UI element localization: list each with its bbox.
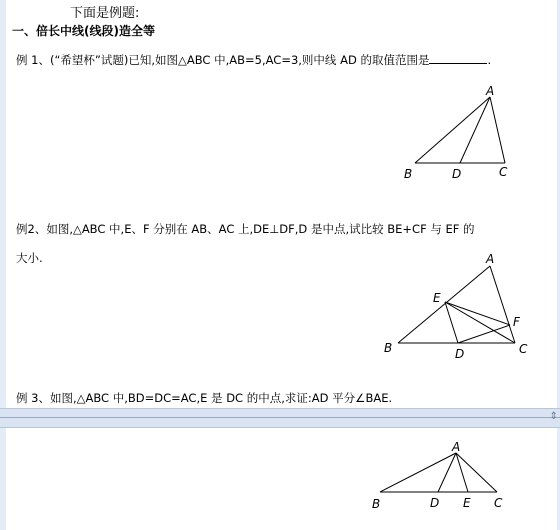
label-f: F <box>513 315 520 329</box>
example-2-line-1: 例2、如图,△ABC 中,E、F 分别在 AB、AC 上,DE⊥DF,D 是中点,试比较 BE+CF 与 EF 的 <box>16 222 475 236</box>
example-1-period: . <box>487 53 492 67</box>
page-break-icon[interactable]: ⇕ <box>549 411 558 422</box>
label-d: D <box>452 167 462 181</box>
label-c: C <box>499 165 508 179</box>
label-d: D <box>455 347 465 361</box>
label-e: E <box>433 291 441 305</box>
label-c: C <box>519 342 528 356</box>
example-2-line-2: 大小. <box>16 251 43 265</box>
segment-ad <box>438 453 456 492</box>
intro-text: 下面是例题: <box>70 6 140 21</box>
segment-ab <box>380 453 456 492</box>
label-b: B <box>404 167 413 181</box>
label-d: D <box>430 496 440 510</box>
label-a: A <box>486 84 495 98</box>
label-b: B <box>384 341 393 355</box>
label-a: A <box>486 252 495 266</box>
label-c: C <box>494 496 503 510</box>
example-1-question: 例 1、(“希望杯”试题)已知,如图△ABC 中,AB=5,AC=3,则中线 AD 的取值范围是 <box>16 53 430 67</box>
section-title: 一、倍长中线(线段)造全等 <box>12 24 155 38</box>
label-e: E <box>463 496 471 510</box>
label-a: A <box>452 440 461 454</box>
example-3-text: 例 3、如图,△ABC 中,BD=DC=AC,E 是 DC 的中点,求证:AD 平分∠BAE. <box>16 391 393 405</box>
label-b: B <box>372 497 381 511</box>
